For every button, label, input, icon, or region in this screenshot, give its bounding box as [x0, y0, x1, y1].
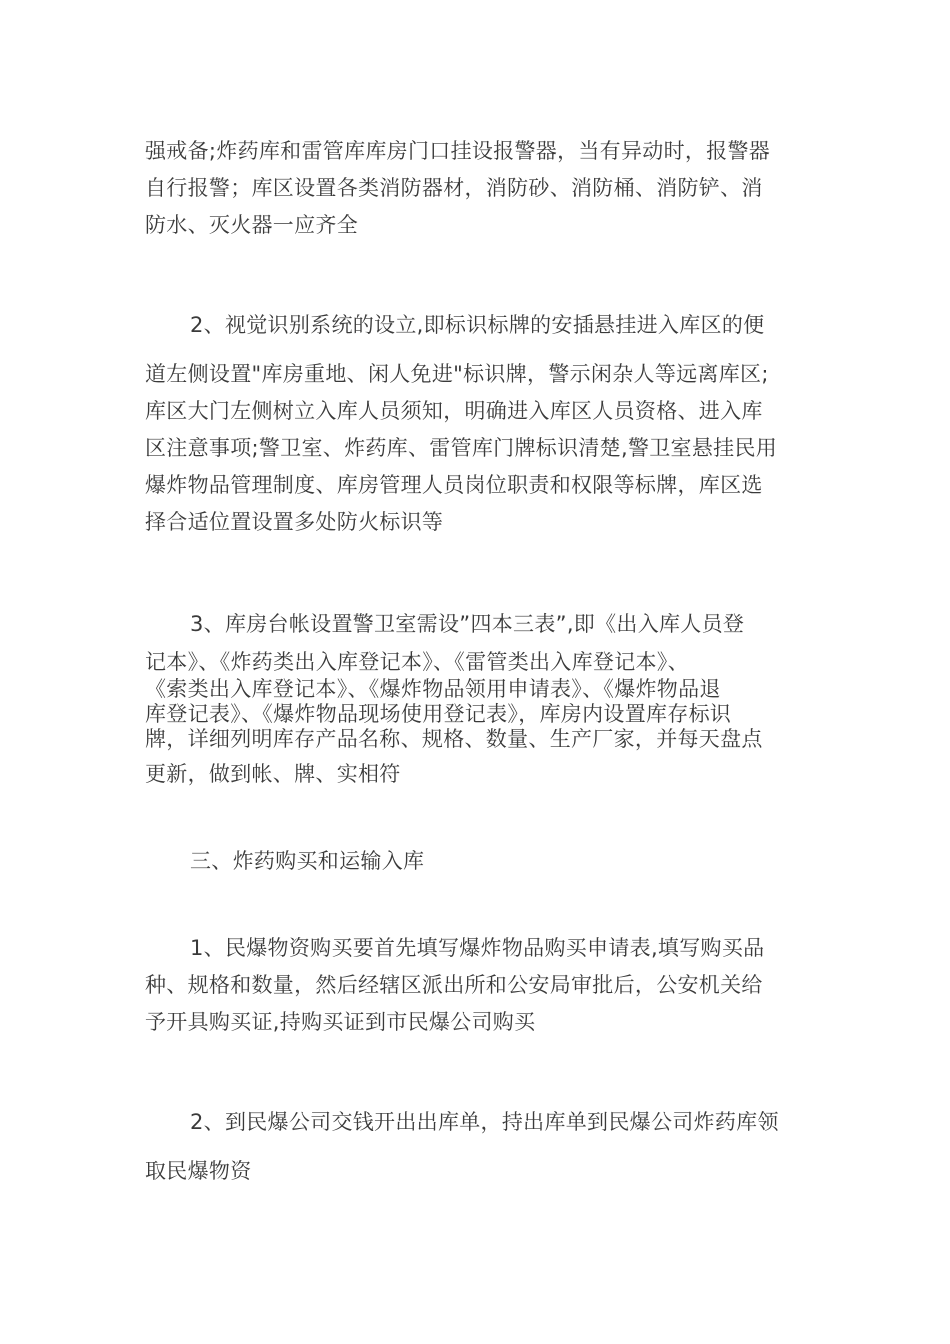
heading-text: 三、炸药购买和运输入库	[190, 849, 425, 873]
text-line: 爆炸物品管理制度、库房管理人员岗位职责和权限等标牌，库区选	[145, 473, 763, 497]
text-line: 取民爆物资	[145, 1159, 252, 1183]
text-line: 予开具购买证,持购买证到市民爆公司购买	[145, 1010, 536, 1034]
text-line: 防水、灭火器一应齐全	[145, 213, 358, 237]
text-line: 库登记表》、《爆炸物品现场使用登记表》，库房内设置库存标识	[145, 702, 732, 726]
text-line: 1、民爆物资购买要首先填写爆炸物品购买申请表,填写购买品	[190, 936, 765, 960]
text-line: 库区大门左侧树立入库人员须知，明确进入库区人员资格、进入库	[145, 399, 763, 423]
text-line: 自行报警；库区设置各类消防器材，消防砂、消防桶、消防铲、消	[145, 176, 763, 200]
text-line: 3、库房台帐设置警卫室需设”四本三表”,即《出入库人员登	[190, 612, 745, 636]
text-line: 择合适位置设置多处防火标识等	[145, 510, 444, 534]
text-line: 区注意事项;警卫室、炸药库、雷管库门牌标识清楚,警卫室悬挂民用	[145, 436, 778, 460]
text-line: 记本》、《炸药类出入库登记本》、《雷管类出入库登记本》、	[145, 650, 689, 674]
text-line: 更新，做到帐、牌、实相符	[145, 762, 401, 786]
text-line: 《索类出入库登记本》、《爆炸物品领用申请表》、《爆炸物品退	[145, 677, 721, 701]
text-line: 种、规格和数量，然后经辖区派出所和公安局审批后，公安机关给	[145, 973, 763, 997]
text-line: 道左侧设置"库房重地、闲人免进"标识牌，警示闲杂人等远离库区;	[145, 362, 769, 386]
text-line: 牌，详细列明库存产品名称、规格、数量、生产厂家，并每天盘点	[145, 727, 763, 751]
text-line: 2、视觉识别系统的设立,即标识标牌的安插悬挂进入库区的便	[190, 313, 765, 337]
text-line: 2、到民爆公司交钱开出出库单，持出库单到民爆公司炸药库领	[190, 1110, 779, 1134]
text-line: 强戒备;炸药库和雷管库库房门口挂设报警器，当有异动时，报警器	[145, 139, 771, 163]
